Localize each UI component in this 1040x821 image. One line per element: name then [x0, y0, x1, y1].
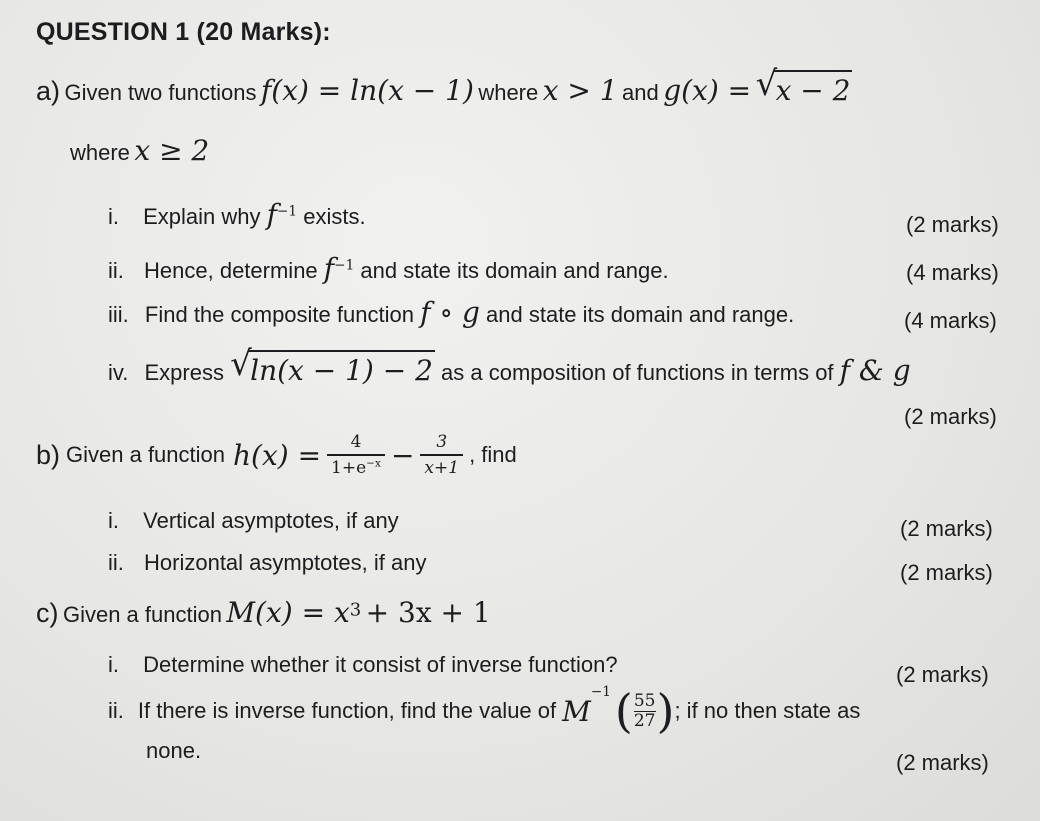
part-b-label: b) [36, 439, 61, 470]
item-text: Hence, determine [144, 258, 318, 283]
part-b-line [36, 432, 517, 478]
g-lhs: g(x) = [663, 74, 752, 107]
item-text: Determine whether it consist of inverse function? [143, 652, 618, 677]
g-condition: x ≥ 2 [134, 134, 210, 167]
part-a-item-1 [108, 198, 366, 231]
item-text: Horizontal asymptotes, if any [144, 550, 427, 575]
part-a-item-3 [108, 296, 794, 329]
part-a-line-2 [70, 134, 209, 167]
part-a-item-4 [108, 344, 911, 387]
part-a-line-1 [36, 64, 852, 107]
open-paren: ( [614, 684, 633, 738]
item-text: Express [144, 360, 224, 385]
f-inverse-math: f [266, 198, 278, 231]
fraction-1 [327, 432, 385, 478]
h-lhs: h(x) = [233, 438, 322, 472]
fraction-2-denominator: x+1 [420, 454, 463, 478]
item-number: ii. [108, 258, 124, 283]
argument-fraction [634, 692, 656, 730]
item-text: Explain why [143, 204, 261, 229]
part-b-intro: Given a function [66, 442, 225, 467]
minus-sign: − [390, 438, 415, 472]
part-c-intro: Given a function [62, 602, 222, 627]
item-number: iii. [108, 302, 129, 327]
item-number: i. [108, 508, 119, 533]
fraction-1-den-base: 1+e [331, 458, 367, 478]
f-definition: f(x) = ln(x − 1) [260, 74, 474, 107]
fraction-2-numerator: 3 [436, 432, 448, 452]
fraction-2 [420, 432, 463, 478]
part-c-item-2-line-2: none. [146, 738, 202, 763]
find-text: , find [469, 442, 517, 467]
item-text: Vertical asymptotes, if any [143, 508, 399, 533]
item-text: If there is inverse function, find the value of [137, 698, 557, 723]
f-condition: x > 1 [542, 74, 618, 107]
item-text-post: exists. [303, 204, 366, 229]
item-number: ii. [108, 698, 124, 723]
item-text-post: as a composition of functions in terms of [441, 360, 834, 385]
fraction-1-numerator: 4 [350, 432, 362, 452]
and-text: and [622, 80, 659, 105]
marks-a-iii: (4 marks) [904, 308, 997, 333]
part-c-label: c) [36, 598, 59, 628]
part-a-item-2 [108, 252, 669, 285]
m-exponent: 3 [349, 599, 362, 621]
marks-a-iv: (2 marks) [904, 404, 997, 429]
item-number: i. [108, 204, 119, 229]
marks-b-i: (2 marks) [900, 516, 993, 541]
item-number: i. [108, 652, 119, 677]
marks-a-i: (2 marks) [906, 212, 999, 237]
composite-math: f ∘ g [420, 296, 480, 329]
g-radicand: x − 2 [774, 70, 853, 107]
marks-a-ii: (4 marks) [906, 260, 999, 285]
express-radical: √ ln(x − 1) − 2 [230, 344, 433, 387]
item-text-post: and state its domain and range. [486, 302, 795, 327]
marks-c-ii: (2 marks) [896, 750, 989, 775]
g-radical: √ x − 2 [755, 64, 851, 107]
part-b-item-1 [108, 508, 399, 534]
item-text-post: ; if no then state as [674, 698, 861, 723]
item-number: iv. [108, 360, 129, 385]
part-a-label: a) [36, 76, 61, 106]
f-inverse-math: f [323, 252, 335, 285]
fraction-1-denominator [327, 454, 385, 478]
where-text-1: where [478, 80, 539, 105]
question-title: QUESTION 1 (20 Marks): [36, 18, 331, 46]
express-radicand: ln(x − 1) − 2 [248, 350, 435, 387]
close-paren: ) [656, 684, 675, 738]
where-text-2: where [70, 140, 130, 165]
m-argument [614, 684, 675, 738]
argument-numerator: 55 [633, 690, 656, 711]
part-c-line [36, 596, 491, 629]
part-c-item-1 [108, 652, 618, 678]
m-inverse-math: M [562, 694, 591, 728]
inverse-sup: −1 [277, 203, 298, 220]
part-c-item-2: ii. If there is inverse function, find the value of M −1 ( 55 27 ) ; if no then state as [108, 684, 861, 738]
f-and-g-math: f & g [839, 354, 911, 387]
inverse-sup: −1 [334, 257, 355, 274]
fraction-1-den-sup: −x [366, 457, 381, 470]
item-text-post: and state its domain and range. [360, 258, 669, 283]
marks-b-ii: (2 marks) [900, 560, 993, 585]
argument-denominator: 27 [633, 710, 656, 731]
item-number: ii. [108, 550, 124, 575]
item-text: Find the composite function [144, 302, 414, 327]
marks-c-i: (2 marks) [896, 662, 989, 687]
m-definition: M(x) = x [226, 596, 350, 629]
m-rest: + 3x + 1 [365, 596, 491, 629]
part-a-intro: Given two functions [64, 80, 257, 105]
part-b-item-2 [108, 550, 426, 576]
